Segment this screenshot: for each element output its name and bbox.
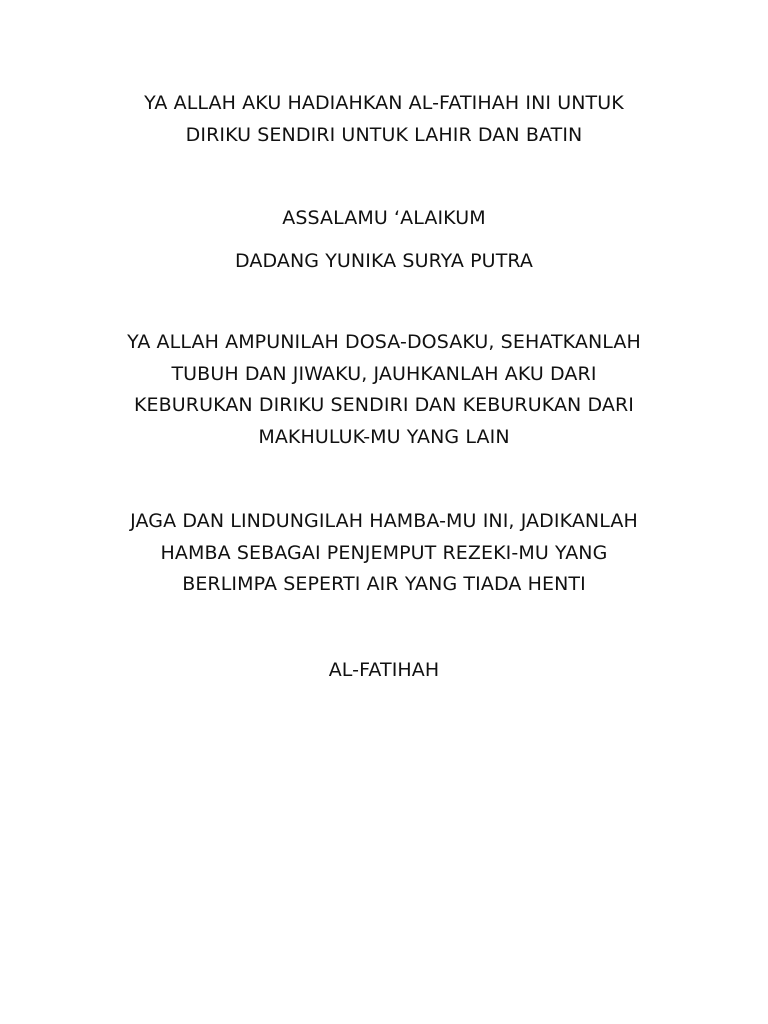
text-line: DADANG YUNIKA SURYA PUTRA <box>234 250 534 272</box>
text-line: TUBUH DAN JIWAKU, JAUHKANLAH AKU DARI <box>171 362 597 385</box>
prayer-paragraph <box>40 327 728 453</box>
text-line: ASSALAMU ‘ALAIKUM <box>282 207 486 229</box>
greeting-paragraph <box>40 203 728 235</box>
text-line: BERLIMPA SEPERTI AIR YANG TIADA HENTI <box>182 573 586 595</box>
text-line: HAMBA SEBAGAI PENJEMPUT REZEKI-MU YANG <box>160 541 608 564</box>
text-line: JAGA DAN LINDUNGILAH HAMBA-MU INI, JADIKANLAH <box>130 510 638 532</box>
text-line: YA ALLAH AKU HADIAHKAN AL-FATIHAH INI UNTUK <box>144 92 624 114</box>
text-line: MAKHULUK-MU YANG LAIN <box>258 425 510 448</box>
closing-paragraph <box>40 655 728 687</box>
protection-paragraph <box>40 506 728 601</box>
text-line: YA ALLAH AMPUNILAH DOSA-DOSAKU, SEHATKANLAH <box>127 331 641 353</box>
text-line: KEBURUKAN DIRIKU SENDIRI DAN KEBURUKAN DARI <box>133 394 635 416</box>
text-line: DIRIKU SENDIRI UNTUK LAHIR DAN BATIN <box>185 123 583 146</box>
dedication-paragraph <box>40 88 728 151</box>
name-paragraph <box>40 246 728 278</box>
text-line: AL-FATIHAH <box>328 659 440 681</box>
